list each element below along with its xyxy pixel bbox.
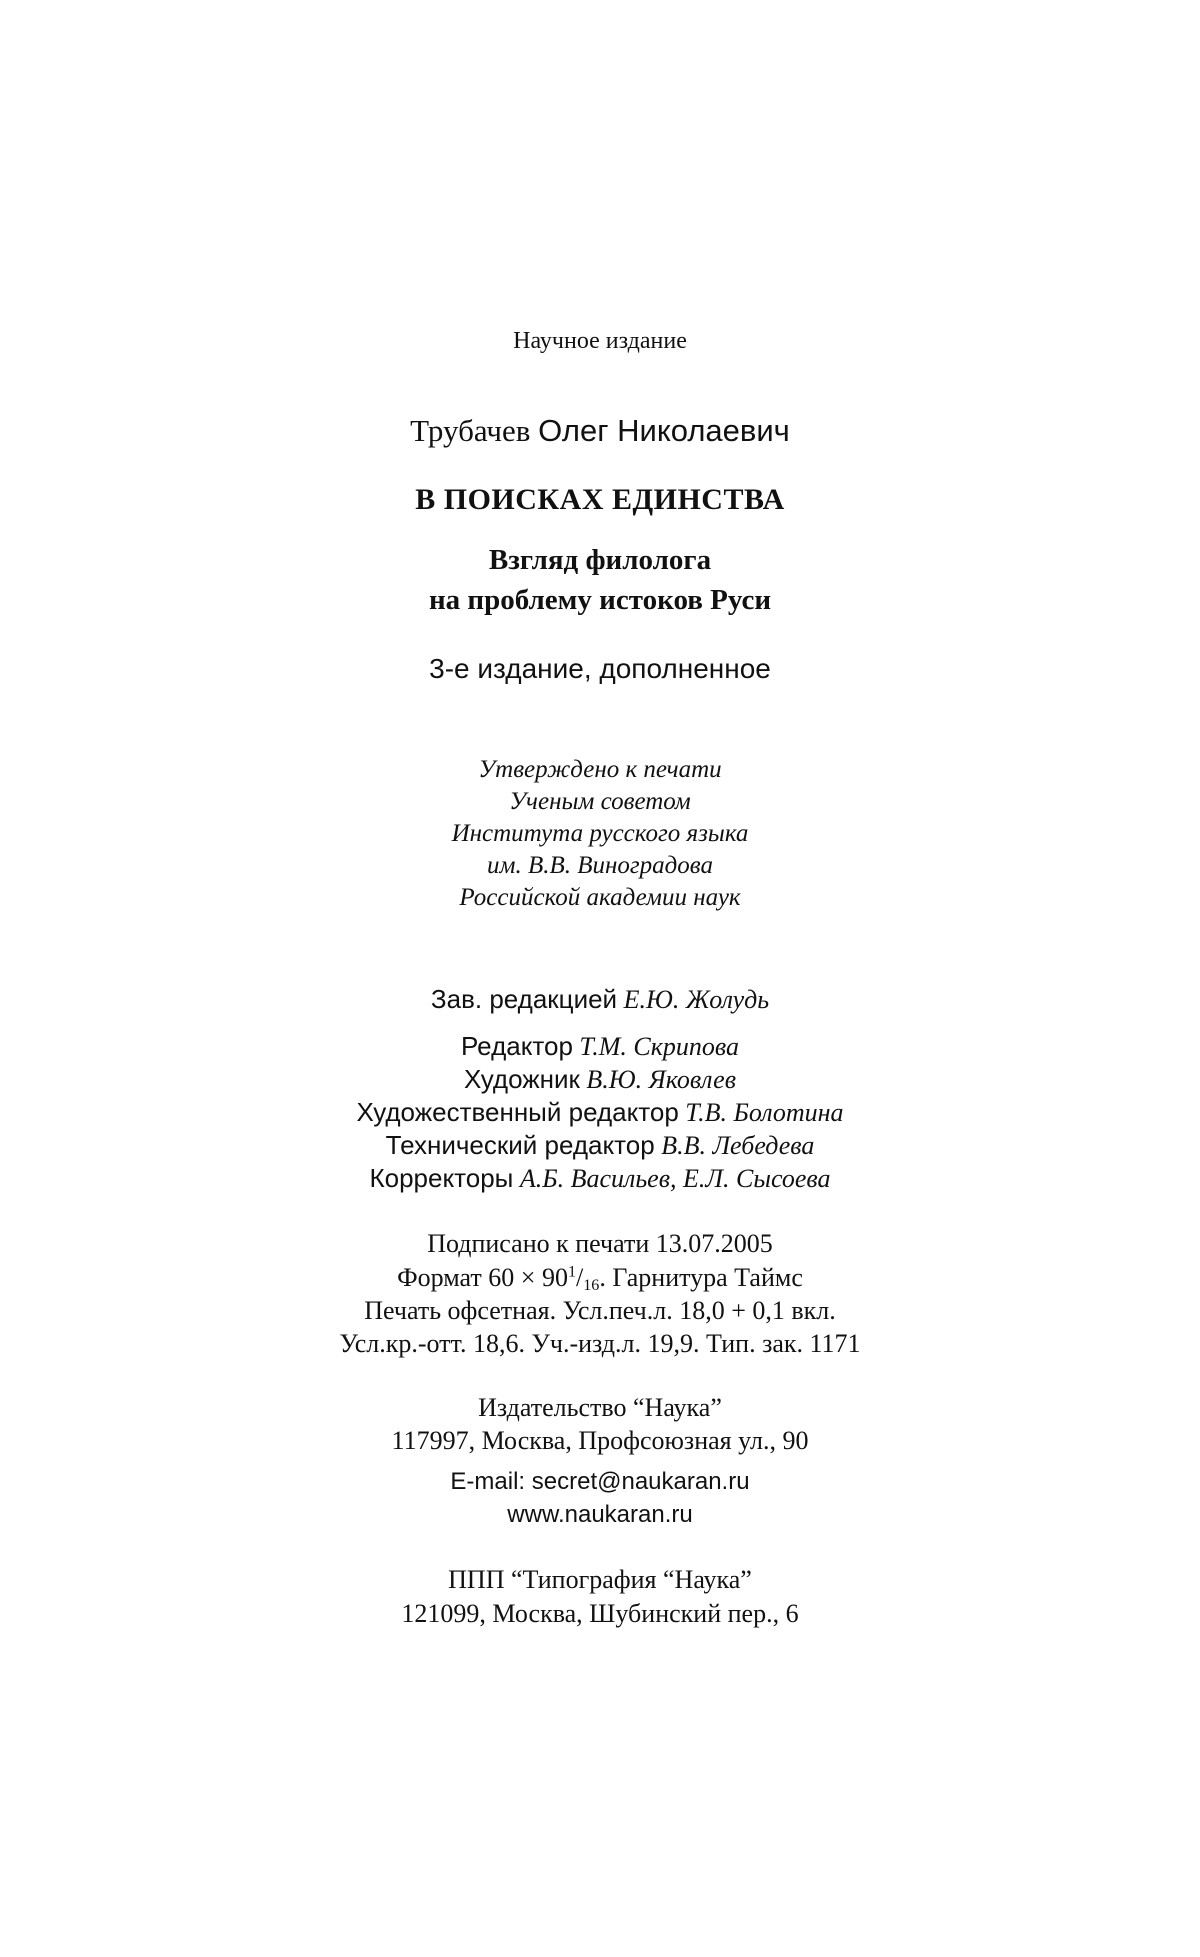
subtitle-line-2: на проблему истоков Руси xyxy=(428,584,772,616)
credit-role: Редактор xyxy=(460,1031,573,1061)
approval-line-3: Института русского языка xyxy=(451,820,749,847)
credit-role: Технический редактор xyxy=(385,1130,655,1160)
book-title: В ПОИСКАХ ЕДИНСТВА xyxy=(415,483,785,516)
credit-editor xyxy=(0,1033,1200,1060)
credit-proofreaders xyxy=(0,1165,1200,1192)
format-fraction-numerator: 1 xyxy=(567,1263,577,1281)
subtitle-line-1: Взгляд филолога xyxy=(488,544,712,576)
credit-person: Т.В. Болотина xyxy=(685,1098,844,1127)
printer-address: 121099, Москва, Шубинский пер., 6 xyxy=(401,1599,799,1628)
credit-person: В.В. Лебедева xyxy=(661,1131,815,1160)
credit-role: Художник xyxy=(464,1064,580,1094)
credit-person: Е.Ю. Жолудь xyxy=(623,985,770,1014)
format-suffix: . Гарнитура Таймс xyxy=(599,1263,803,1292)
credit-person: В.Ю. Яковлев xyxy=(586,1065,736,1094)
print-sheets: Усл.кр.-отт. 18,6. Уч.-изд.л. 19,9. Тип. зак. 1171 xyxy=(339,1329,861,1358)
format-prefix: Формат 60 × 90 xyxy=(397,1263,568,1292)
approval-line-2: Ученым советом xyxy=(509,788,691,815)
publisher-email: E-mail: secret@naukaran.ru xyxy=(450,1468,750,1495)
edition-statement: 3-е издание, дополненное xyxy=(429,653,771,684)
credit-artist xyxy=(0,1066,1200,1093)
author-surname: Трубачев xyxy=(410,413,531,448)
print-offset: Печать офсетная. Усл.печ.л. 18,0 + 0,1 вкл. xyxy=(364,1296,836,1325)
approval-line-5: Российской академии наук xyxy=(459,884,741,911)
credit-role: Корректоры xyxy=(369,1163,514,1193)
print-format: Формат $60 \times 90^1/_{16}$. Гарнитура Таймс xyxy=(397,1263,803,1295)
credit-head-of-editorial xyxy=(0,986,1200,1013)
credit-art-editor xyxy=(0,1099,1200,1126)
credit-person: Т.М. Скрипова xyxy=(579,1032,739,1061)
credit-role: Художественный редактор xyxy=(356,1097,679,1127)
approval-line-4: им. В.В. Виноградова xyxy=(486,852,713,879)
publisher-website: www.naukaran.ru xyxy=(507,1501,693,1528)
format-fraction-denominator: 16 xyxy=(583,1277,600,1295)
author-given-names: Олег Николаевич xyxy=(538,413,790,448)
print-signed: Подписано к печати 13.07.2005 xyxy=(427,1229,773,1258)
credit-person: А.Б. Васильев, Е.Л. Сысоева xyxy=(519,1164,831,1193)
approval-line-1: Утверждено к печати xyxy=(478,756,722,783)
printer-name: ППП “Типография “Наука” xyxy=(448,1565,752,1594)
credit-tech-editor xyxy=(0,1132,1200,1159)
credit-role: Зав. редакцией xyxy=(430,984,618,1014)
author-name xyxy=(0,415,1200,446)
series-label: Научное издание xyxy=(513,328,687,354)
publisher-name: Издательство “Наука” xyxy=(478,1393,722,1422)
publisher-address: 117997, Москва, Профсоюзная ул., 90 xyxy=(391,1426,809,1455)
